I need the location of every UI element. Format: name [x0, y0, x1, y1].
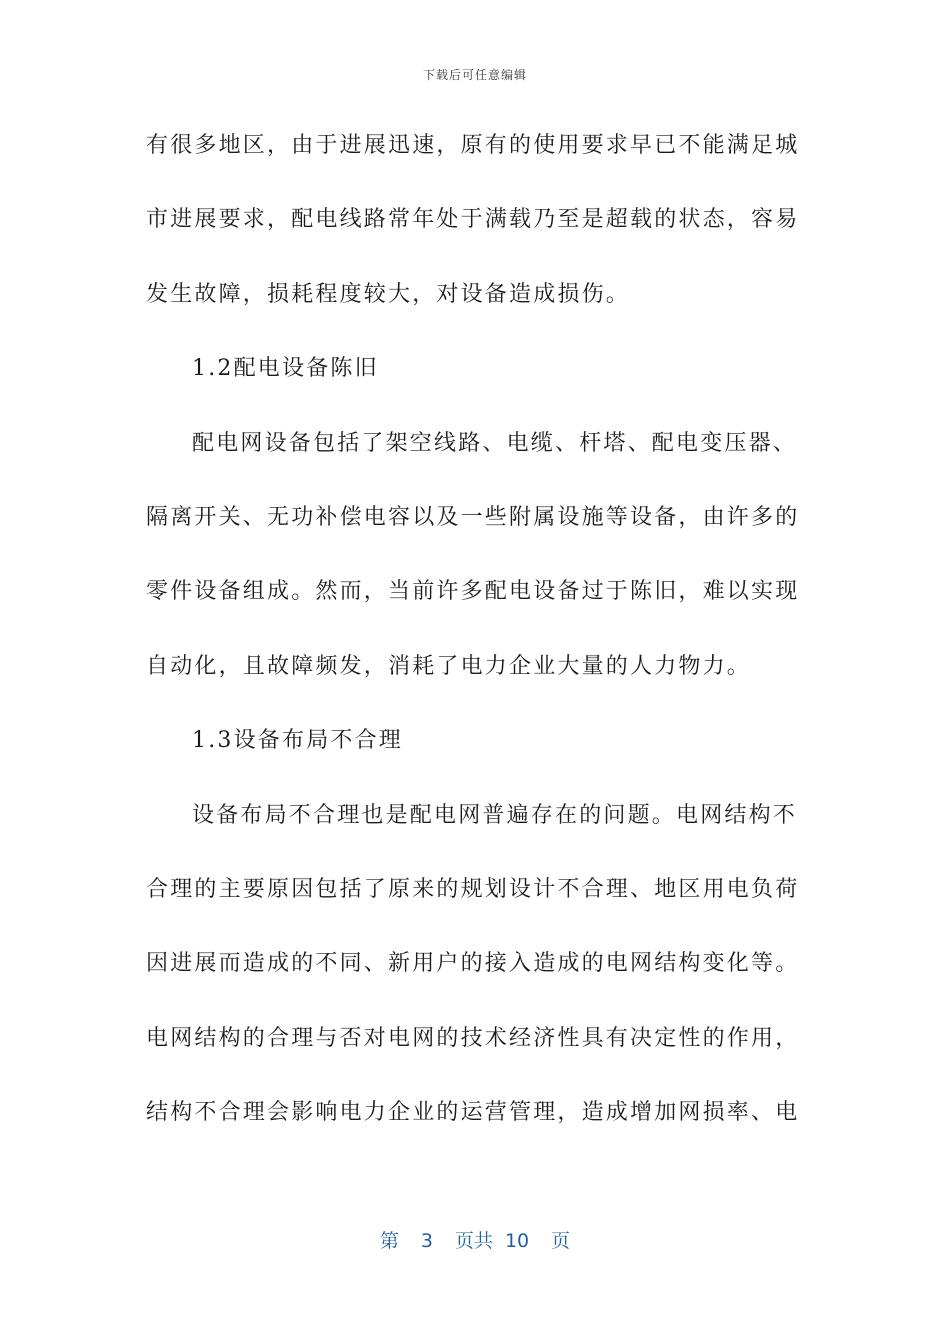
text-line: 发生故障，损耗程度较大，对设备造成损伤。: [146, 282, 631, 307]
text-line: 零件设备组成。然而，当前许多配电设备过于陈旧，难以实现: [146, 579, 800, 604]
header-note: 下载后可任意编辑: [422, 68, 527, 82]
page-footer: [0, 1226, 950, 1253]
text-line: 隔离开关、无功补偿电容以及一些附属设施等设备，由许多的: [146, 505, 800, 530]
footer-page-number: 3: [420, 1230, 433, 1252]
text-line: 结构不合理会影响电力企业的运营管理，造成增加网损率、电: [146, 1100, 800, 1125]
footer-page-total: 10: [504, 1230, 530, 1252]
text-line: 电网结构的合理与否对电网的技术经济性具有决定性的作用，: [146, 1026, 800, 1051]
section-heading: 1.2配电设备陈旧: [192, 356, 379, 381]
section-heading: 1.3设备布局不合理: [192, 728, 403, 753]
text-line: 配电网设备包括了架空线路、电缆、杆塔、配电变压器、: [192, 431, 798, 456]
footer-page-prefix: 第: [379, 1230, 399, 1252]
text-line: 设备布局不合理也是配电网普遍存在的问题。电网结构不: [192, 803, 798, 828]
text-line: 有很多地区，由于进展迅速，原有的使用要求早已不能满足城: [146, 133, 800, 158]
footer-page-mid: 页共: [454, 1230, 493, 1252]
text-line: 自动化，且故障频发，消耗了电力企业大量的人力物力。: [146, 654, 752, 679]
text-line: 市进展要求，配电线路常年处于满载乃至是超载的状态，容易: [146, 207, 800, 232]
footer-page-suffix: 页: [551, 1230, 571, 1252]
text-line: 因进展而造成的不同、新用户的接入造成的电网结构变化等。: [146, 951, 800, 976]
text-line: 合理的主要原因包括了原来的规划设计不合理、地区用电负荷: [146, 877, 800, 902]
